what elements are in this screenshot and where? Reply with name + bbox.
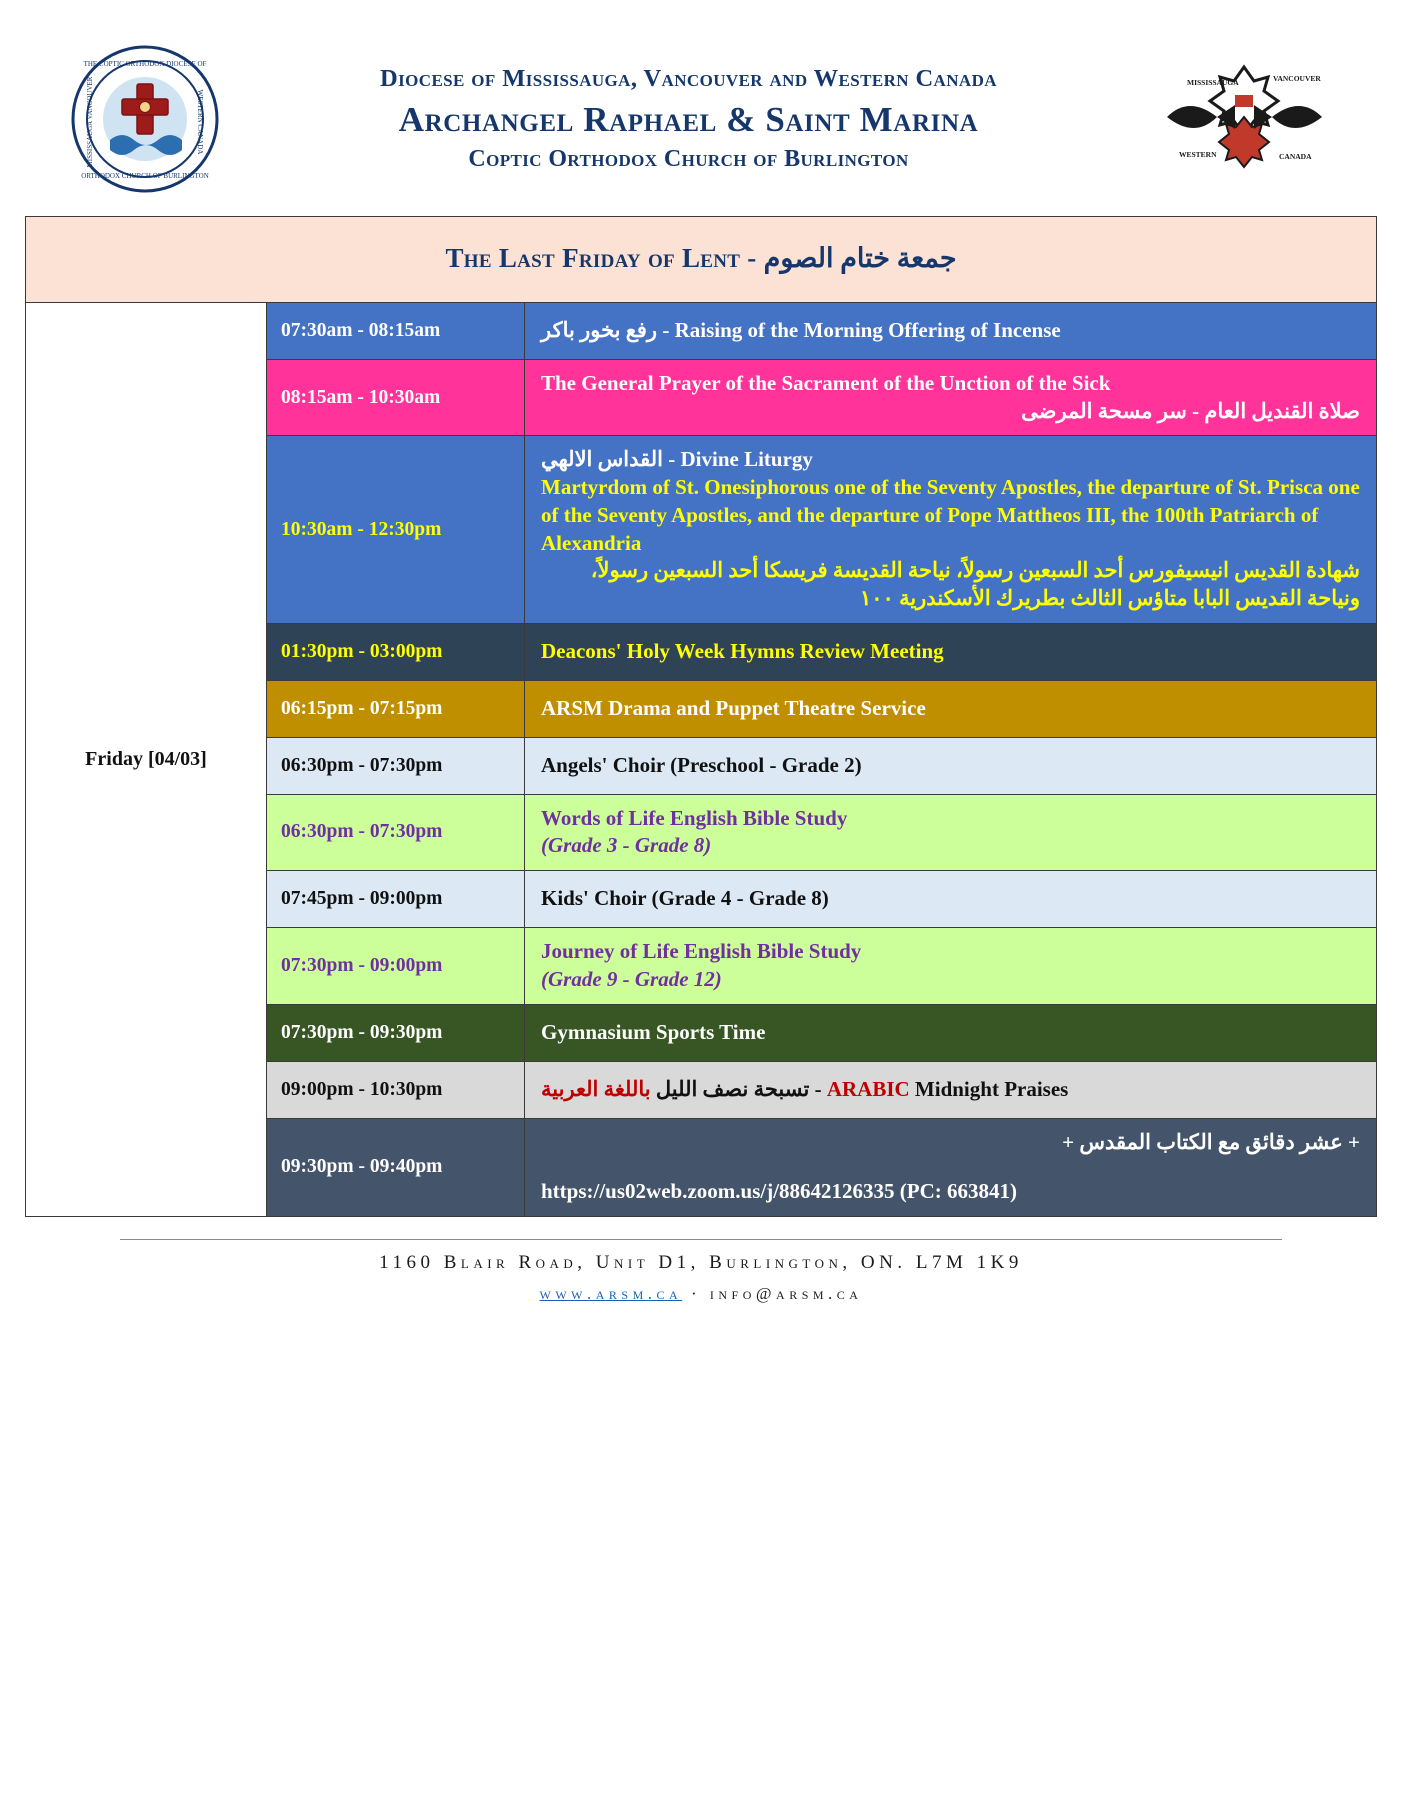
- table-row: [267, 928, 1376, 1004]
- table-row: [267, 303, 1376, 360]
- event-description: [525, 303, 1376, 359]
- footer-email: info@arsm.ca: [709, 1284, 863, 1304]
- schedule-title-row: [26, 217, 1376, 303]
- event-time: 01:30pm - 03:00pm: [267, 624, 525, 680]
- table-row: [267, 1005, 1376, 1062]
- event-title-line: [541, 1076, 1360, 1104]
- event-title: Deacons' Holy Week Hymns Review Meeting: [541, 638, 944, 663]
- event-description: [525, 1005, 1376, 1061]
- event-title: Martyrdom of St. Onesiphorous one of the Seventy Apostles, the departure of St. Prisca one of the Seventy Apostles, and the departure of Pope Mattheos III, the 100th Patriarch of Alexandria: [541, 475, 1360, 555]
- event-description: [525, 1119, 1376, 1216]
- table-row: [267, 738, 1376, 795]
- diocese-line: Diocese of Mississauga, Vancouver and Western Canada: [380, 65, 997, 92]
- footer-address: 1160 Blair Road, Unit D1, Burlington, ON. L7M 1K9: [379, 1252, 1023, 1274]
- event-title: Gymnasium Sports Time: [541, 1019, 766, 1044]
- event-title: Words of Life English Bible Study: [541, 805, 848, 830]
- svg-text:MISSISSAUGA VANCOUVER: MISSISSAUGA VANCOUVER: [86, 76, 94, 168]
- event-description: [525, 360, 1376, 435]
- website-link[interactable]: www.arsm.ca: [539, 1284, 683, 1304]
- coptic-orthodox-diocese-seal-icon: [70, 44, 220, 194]
- event-time: 06:15pm - 07:15pm: [267, 681, 525, 737]
- event-time: 09:30pm - 09:40pm: [267, 1119, 525, 1216]
- schedule-table: [25, 216, 1377, 1217]
- emblem-text-vancouver: VANCOUVER: [1273, 74, 1321, 83]
- event-description: [525, 1062, 1376, 1118]
- event-time: 10:30am - 12:30pm: [267, 436, 525, 622]
- svg-text:WESTERN CANADA: WESTERN CANADA: [196, 89, 204, 155]
- event-description: [525, 738, 1376, 794]
- page-header: [0, 0, 1402, 204]
- event-title: Angels' Choir (Preschool - Grade 2): [541, 752, 862, 777]
- page-footer: [120, 1239, 1282, 1304]
- events-list: [267, 303, 1376, 1216]
- liturgy-label: Divine Liturgy - القداس الالهي: [541, 447, 813, 472]
- table-row: [267, 681, 1376, 738]
- footer-separator: ·: [690, 1284, 702, 1304]
- emblem-text-western: WESTERN: [1179, 150, 1217, 159]
- church-subtitle: Coptic Orthodox Church of Burlington: [468, 146, 909, 172]
- event-title: Raising of the Morning Offering of Incense - رفع بخور باكر: [541, 318, 1061, 343]
- event-description: [525, 795, 1376, 870]
- event-title-arabic: شهادة القديس انيسيفورس أحد السبعين رسولاً، نياحة القديسة فريسكا أحد السبعين رسولاً، ونياحة القديس البابا متاؤس الثالث بطريرك الأسكندرية ١٠٠: [590, 558, 1360, 611]
- day-label: Friday [04/03]: [26, 303, 267, 1216]
- event-description: [525, 681, 1376, 737]
- table-row: [267, 624, 1376, 681]
- event-time: 07:45pm - 09:00pm: [267, 871, 525, 927]
- event-time: 09:00pm - 10:30pm: [267, 1062, 525, 1118]
- event-title-arabic: صلاة القنديل العام - سر مسحة المرضى: [1021, 398, 1360, 423]
- event-description: [525, 928, 1376, 1003]
- event-time: 07:30pm - 09:30pm: [267, 1005, 525, 1061]
- event-time: 07:30am - 08:15am: [267, 303, 525, 359]
- footer-divider: [120, 1239, 1282, 1240]
- schedule-title: The Last Friday of Lent - جمعة ختام الصوم: [445, 243, 957, 273]
- table-row: [267, 871, 1376, 928]
- event-description: [525, 871, 1376, 927]
- zoom-link[interactable]: https://us02web.zoom.us/j/88642126335 (PC: 663841): [541, 1179, 1017, 1204]
- table-row: [267, 436, 1376, 623]
- event-description: [525, 624, 1376, 680]
- event-time: 06:30pm - 07:30pm: [267, 738, 525, 794]
- table-row: [267, 1062, 1376, 1119]
- event-time: 06:30pm - 07:30pm: [267, 795, 525, 870]
- event-description: [525, 436, 1376, 622]
- table-row: [267, 795, 1376, 871]
- event-title: The General Prayer of the Sacrament of the Unction of the Sick: [541, 371, 1111, 395]
- schedule-body: [26, 303, 1376, 1216]
- header-title-block: [220, 65, 1157, 173]
- table-row: [267, 360, 1376, 436]
- emblem-text-mississauga: MISSISSAUGA: [1187, 78, 1239, 87]
- event-title: ARSM Drama and Puppet Theatre Service: [541, 695, 926, 720]
- footer-contact: [120, 1284, 1282, 1304]
- event-title-arabic: + عشر دقائق مع الكتاب المقدس +: [1062, 1129, 1360, 1154]
- svg-text:THE COPTIC ORTHODOX DIOCESE OF: THE COPTIC ORTHODOX DIOCESE OF: [83, 60, 207, 68]
- event-title-prefix: ARABIC: [826, 1076, 910, 1101]
- event-title: Journey of Life English Bible Study: [541, 939, 862, 964]
- event-time: 07:30pm - 09:00pm: [267, 928, 525, 1003]
- emblem-text-canada: CANADA: [1279, 152, 1312, 161]
- event-subtitle: (Grade 3 - Grade 8): [541, 833, 712, 858]
- diocese-cross-fish-emblem-icon: [1157, 59, 1332, 179]
- svg-text:ORTHODOX CHURCH OF BURLINGTON: ORTHODOX CHURCH OF BURLINGTON: [81, 172, 209, 180]
- event-title: Midnight Praises - تسبحة نصف الليل: [650, 1076, 1069, 1101]
- table-row: [267, 1119, 1376, 1216]
- event-title-suffix: باللغة العربية: [541, 1076, 651, 1101]
- event-time: 08:15am - 10:30am: [267, 360, 525, 435]
- event-subtitle: (Grade 9 - Grade 12): [541, 966, 722, 991]
- event-title: Kids' Choir (Grade 4 - Grade 8): [541, 886, 829, 911]
- church-name: Archangel Raphael & Saint Marina: [398, 100, 979, 139]
